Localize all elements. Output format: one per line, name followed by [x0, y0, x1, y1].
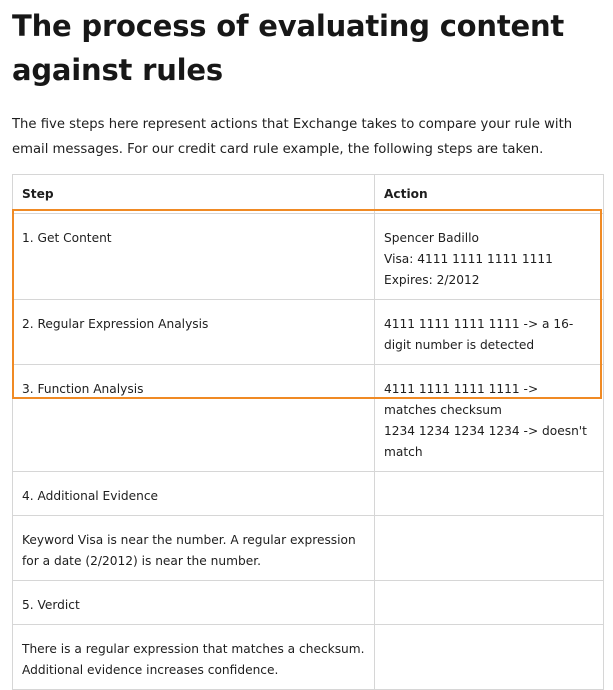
- table-row-verdict-detail: [13, 625, 604, 690]
- step-cell: 5. Verdict: [13, 581, 375, 625]
- article: [12, 0, 606, 677]
- table-row-verdict: [13, 581, 604, 625]
- action-cell-empty: [375, 625, 604, 690]
- column-header-action: Action: [375, 175, 604, 214]
- action-line: match: [384, 445, 423, 459]
- page-title: [12, 0, 606, 92]
- action-line: 4111 1111 1111 1111 -> a 16-: [384, 317, 574, 331]
- action-line: Expires: 2/2012: [384, 273, 480, 287]
- page-title-line-2: against rules: [12, 53, 223, 87]
- intro-paragraph: The five steps here represent actions that Exchange takes to compare your rule with email messages. For our credit card rule example, the following steps are taken.: [12, 117, 573, 157]
- evaluation-steps-table: [12, 174, 604, 690]
- step-cell: 3. Function Analysis: [13, 365, 375, 472]
- table-row-function-analysis: [13, 365, 604, 472]
- action-line: 1234 1234 1234 1234 -> doesn't: [384, 424, 587, 438]
- action-line: digit number is detected: [384, 338, 535, 352]
- table-row-additional-evidence: [13, 472, 604, 516]
- action-cell: [375, 300, 604, 365]
- table-header-row: [13, 175, 604, 214]
- action-line: 4111 1111 1111 1111 ->: [384, 382, 539, 396]
- step-detail-line: for a date (2/2012) is near the number.: [22, 554, 261, 568]
- table-row-regex-analysis: [13, 300, 604, 365]
- step-detail-cell: [13, 625, 375, 690]
- step-cell: 1. Get Content: [13, 214, 375, 300]
- action-line: matches checksum: [384, 403, 502, 417]
- action-line: Visa: 4111 1111 1111 1111: [384, 252, 553, 266]
- step-detail-line: Additional evidence increases confidence.: [22, 663, 279, 677]
- step-detail-cell: [13, 516, 375, 581]
- step-cell: 4. Additional Evidence: [13, 472, 375, 516]
- action-cell: [375, 214, 604, 300]
- column-header-step: Step: [13, 175, 375, 214]
- action-cell-empty: [375, 581, 604, 625]
- table-row-evidence-detail: [13, 516, 604, 581]
- action-cell-empty: [375, 472, 604, 516]
- step-detail-line: There is a regular expression that matches a checksum.: [22, 642, 365, 656]
- action-cell-empty: [375, 516, 604, 581]
- table-row-get-content: [13, 214, 604, 300]
- page-title-line-1: The process of evaluating content: [12, 9, 565, 43]
- step-cell: 2. Regular Expression Analysis: [13, 300, 375, 365]
- step-detail-line: Keyword Visa is near the number. A regular expression: [22, 533, 356, 547]
- action-line: Spencer Badillo: [384, 231, 479, 245]
- action-cell: [375, 365, 604, 472]
